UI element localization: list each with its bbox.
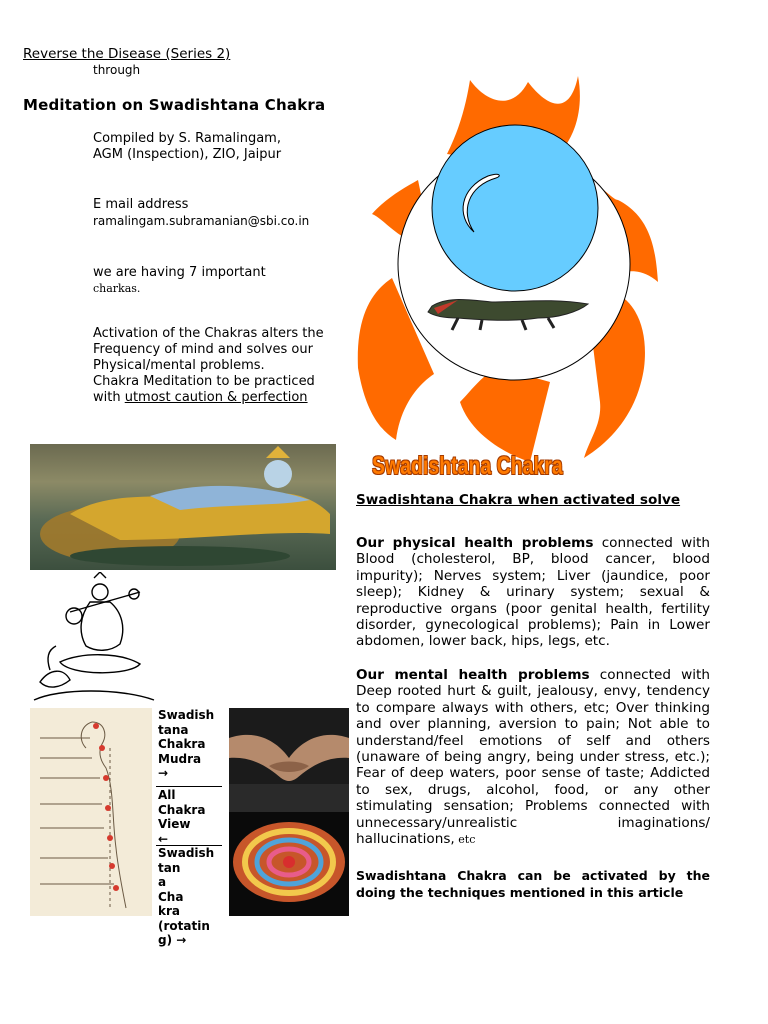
chakra-caption-text: Swadishtana Chakra — [372, 452, 563, 480]
label-divider-1 — [156, 786, 222, 787]
moon-disk — [432, 125, 598, 291]
saraswati-artwork — [30, 572, 158, 706]
physical-text: connected with Blood (cholesterol, BP, blood cancer, blood impurity); Nerves system; Liver (jaundice, poor sleep); Kidney & urinary system; sexual & reproductive organs (poor genital health, fertility disorder, gynecological problems); Pain in Lower abdomen, lower back, hips, legs, etc. — [356, 535, 710, 650]
chakras-note-line-1: we are having 7 important — [93, 265, 266, 280]
rotating-chakra-label: Swadish tan a Cha kra (rotatin g) → — [158, 846, 215, 947]
chakras-note — [93, 265, 333, 297]
activation-caution: utmost caution & perfection — [124, 390, 308, 405]
activation-line-5 — [93, 390, 353, 406]
painting-artwork — [30, 444, 336, 570]
email-address: ramalingam.subramanian@sbi.co.in — [93, 214, 310, 228]
all-chakra-anatomy-chart — [30, 708, 152, 916]
activation-line-3: Physical/mental problems. — [93, 358, 265, 373]
compiled-by — [93, 131, 343, 163]
activation-line-2: Frequency of mind and solves our — [93, 342, 313, 357]
mudra-hands-photo — [229, 708, 349, 812]
mental-etc: etc — [454, 833, 476, 847]
activation-note: Swadishtana Chakra can be activated by the doing the techniques mentioned in this article — [356, 868, 710, 900]
mental-text: connected with Deep rooted hurt & guilt, jealousy, envy, tendency to compare always with others, etc; Over thinking and over planning, aversion to pain; Not able to understand/feel emotions of self and others (unaware of being angry, being under stress, etc.); Fear of deep waters, poor sense of taste; Addicted to sex, drugs, alcohol, food, or any other stimulating sensation; Problems connected with unnecessary/unrealistic imaginations/ hallucinations, — [356, 667, 710, 848]
activation-line-1: Activation of the Chakras alters the — [93, 326, 324, 341]
physical-problems-paragraph — [356, 535, 710, 650]
anatomy-artwork — [30, 708, 152, 916]
chakra-caption — [372, 452, 617, 481]
reclining-deity-painting — [30, 444, 336, 570]
activation-paragraph — [93, 326, 353, 406]
chakras-note-line-2: charkas. — [93, 282, 141, 295]
saraswati-line-drawing — [30, 572, 158, 706]
activation-line-5-pre: with — [93, 390, 125, 405]
mental-heading: Our mental health problems — [356, 667, 590, 683]
all-chakra-view-label: All Chakra View ← — [158, 788, 206, 846]
page-title: Meditation on Swadishtana Chakra — [23, 96, 326, 114]
rotating-chakra-artwork — [229, 812, 349, 916]
mudra-label: Swadish tana Chakra Mudra → — [158, 708, 215, 780]
physical-heading: Our physical health problems — [356, 535, 594, 551]
email-label: E mail address — [93, 197, 189, 212]
activation-line-4: Chakra Meditation to be practiced — [93, 374, 315, 389]
swadishtana-chakra-symbol — [352, 68, 672, 488]
email-block — [93, 197, 353, 229]
mudra-artwork — [229, 708, 349, 812]
solve-heading: Swadishtana Chakra when activated solve — [356, 492, 681, 508]
compiled-line-1: Compiled by S. Ramalingam, — [93, 131, 281, 146]
mental-problems-paragraph — [356, 667, 710, 848]
series-heading: Reverse the Disease (Series 2) — [23, 46, 231, 62]
rotating-chakra-photo — [229, 812, 349, 916]
through-label: through — [93, 63, 141, 77]
compiled-line-2: AGM (Inspection), ZIO, Jaipur — [93, 147, 282, 162]
